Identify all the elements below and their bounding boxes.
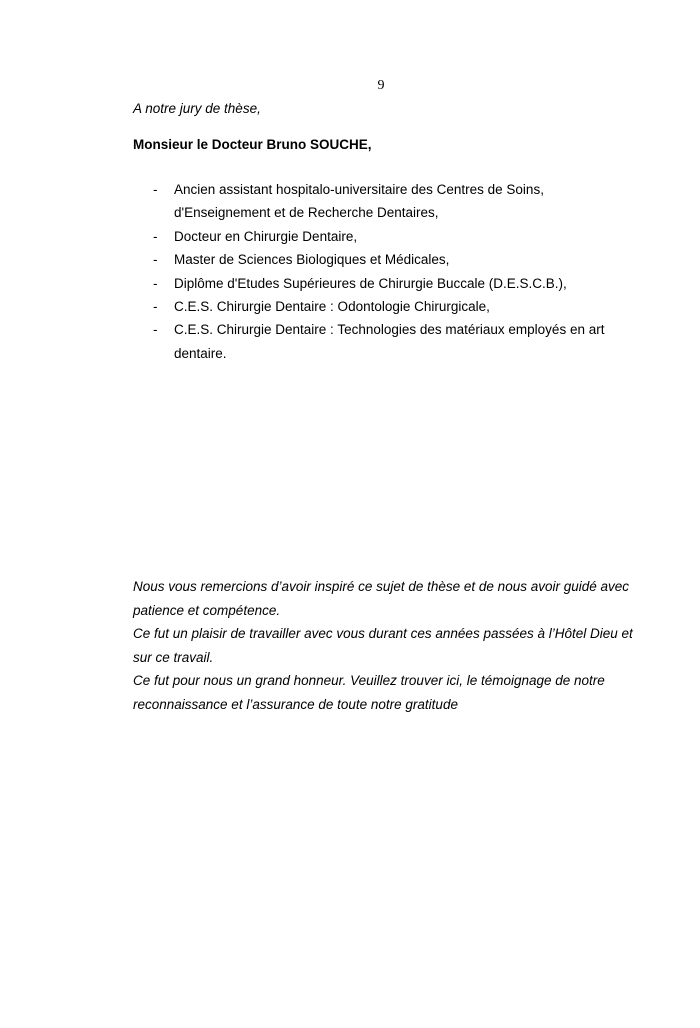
credential-item (133, 178, 613, 225)
page-number: 9 (377, 78, 385, 93)
list-dash: - (153, 228, 158, 244)
list-dash: - (153, 252, 158, 268)
acknowledgement-sentence: Ce fut un plaisir de travailler avec vous durant ces années passées à l’Hôtel Dieu et sur ce travail. (133, 626, 633, 665)
list-dash: - (153, 299, 158, 315)
credential-text: Docteur en Chirurgie Dentaire, (174, 228, 358, 244)
credentials-list (133, 178, 613, 365)
credential-item (133, 225, 613, 248)
credential-item (133, 272, 613, 295)
acknowledgement-sentence: Ce fut pour nous un grand honneur. Veuillez trouver ici, le témoignage de notre reconnaissance et l’assurance de toute notre gratitude (133, 673, 605, 712)
credential-text: Ancien assistant hospitalo-universitaire des Centres de Soins, d'Enseignement et de Recherche Dentaires, (174, 182, 544, 221)
list-dash: - (153, 182, 158, 197)
credential-item (133, 318, 613, 365)
acknowledgement-sentence: Nous vous remercions d’avoir inspiré ce sujet de thèse et de nous avoir guidé avec patience et compétence. (133, 579, 630, 618)
credential-item (133, 295, 613, 318)
acknowledgement-paragraph (133, 575, 633, 717)
credential-item (133, 248, 613, 271)
credential-text: Master de Sciences Biologiques et Médicales, (174, 252, 450, 268)
list-dash: - (153, 322, 158, 338)
credential-text: Diplôme d'Etudes Supérieures de Chirurgie Buccale (D.E.S.C.B.), (174, 275, 567, 291)
dedication-heading: A notre jury de thèse, (133, 101, 261, 116)
credential-text: C.E.S. Chirurgie Dentaire : Technologies des matériaux employés en art dentaire. (174, 322, 605, 361)
jury-member-name: Monsieur le Docteur Bruno SOUCHE, (133, 137, 372, 152)
list-dash: - (153, 275, 158, 291)
credential-text: C.E.S. Chirurgie Dentaire : Odontologie Chirurgicale, (174, 299, 490, 315)
